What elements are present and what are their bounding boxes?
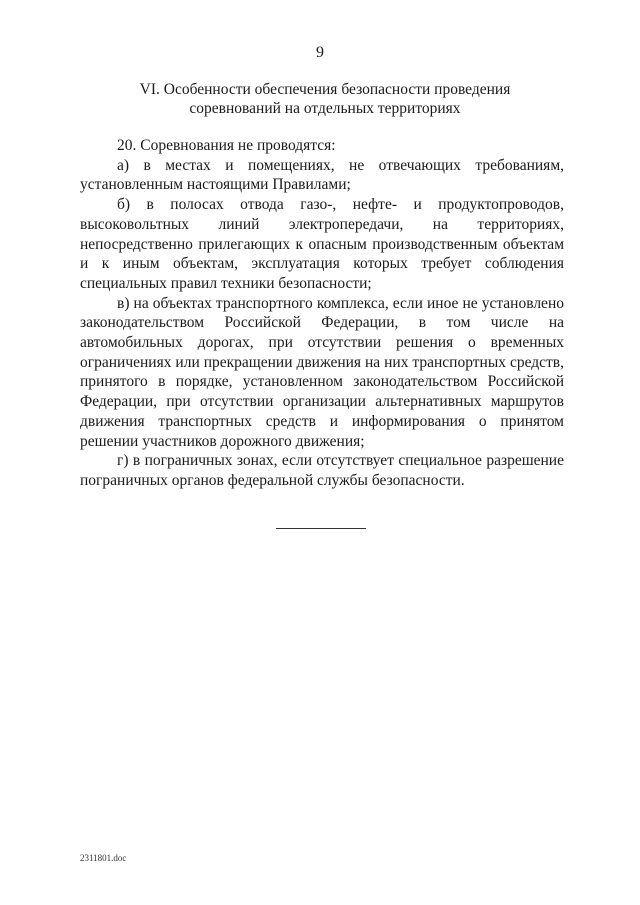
clause-item-b: б) в полосах отвода газо-, нефте- и продуктопроводов, высоковольтных линий электропередачи, на территориях, непосредственно прилегающих к опасным производственным объектам и к иным объектам, эксплуатация которых требует соблюдения специальных правил техники безопасности; xyxy=(80,196,564,292)
clause-item-v: в) на объектах транспортного комплекса, если иное не установлено законодательством Российской Федерации, в том числе на автомобильных дорогах, при отсутствии решения о временных ограничениях или прекращении движения на них транспортных средств, принятого в порядке, установленном законодательством Российской Федерации, при отсутствии организации альтернативных маршрутов движения транспортных средств и информирования о принятом решении участников дорожного движения; xyxy=(80,294,564,450)
footer-file-code: 2311801.doc xyxy=(80,853,127,863)
clause-body xyxy=(80,136,564,491)
clause-item-g: г) в пограничных зонах, если отсутствует специальное разрешение пограничных органов федеральной службы безопасности. xyxy=(80,452,564,489)
section-heading xyxy=(80,80,570,118)
section-heading-line-1: VI. Особенности обеспечения безопасности проведения xyxy=(139,81,511,98)
closing-divider xyxy=(276,528,366,529)
page-number: 9 xyxy=(316,44,324,61)
section-heading-line-2: соревнований на отдельных территориях xyxy=(189,100,461,117)
clause-intro: 20. Соревнования не проводятся: xyxy=(117,137,336,154)
clause-item-a: а) в местах и помещениях, не отвечающих требованиям, установленным настоящими Правилами; xyxy=(80,156,564,194)
